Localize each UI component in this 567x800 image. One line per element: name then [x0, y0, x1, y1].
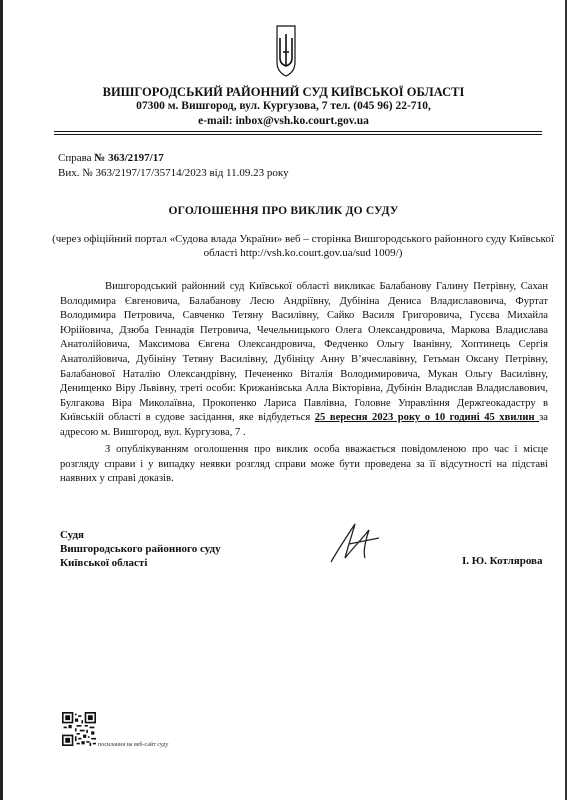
- judge-title-line1: Судя: [60, 529, 84, 541]
- header-divider-thick: [54, 134, 542, 135]
- trident-emblem-icon: [275, 22, 297, 78]
- notice-consequence-paragraph: З опублікуванням оголошення про виклик особа вважається повідомленою про час і місце розгляду справи і у випадку неявки розгляд справи може бути проведена за її відсутності на підставі наявних у справі доказів.: [60, 444, 548, 485]
- court-address: 07300 м. Вишгород, вул. Кургузова, 7 тел. (045 96) 22-710,: [136, 100, 431, 112]
- hearing-datetime: 25 вересня 2023 року о 10 годині 45 хвилин: [314, 412, 540, 424]
- handwritten-signature: [325, 518, 385, 568]
- case-number: № 363/2197/17: [94, 152, 164, 164]
- case-number-line: [58, 152, 164, 164]
- judge-title: [60, 528, 221, 570]
- case-label: Справа: [58, 152, 92, 164]
- outgoing-number: Вих. № 363/2197/17/35714/2023 від 11.09.23 року: [58, 167, 289, 179]
- summons-text: Вишгородський районний суд Київської області викликає Балабанову Галину Петрівну, Сахан Володимира Євгеновича, Балабанову Лесю Андріївну, Дубініна Дениса Владиславовича, Фуртат Володимира Петровича, Савченко Тетяну Василівну, Сайко Василя Григоровича, Гусєва Михайла Юрійовича, Дзюба Геннадія Петровича, Чечельницького Олега Олександровича, Маркова Владислава Анатолійовича, Максимова Євгена Олександровича, Федченко Ольгу Іванівну, Хоптинець Сергія Анатолійовича, Дубініну Тетяну Василівну, Дубініцу Анну В’ячеславівну, Гетьман Оксану Петрівну, Балабанової Наталію Олександрівну, Печененко Віталія Володимировича, Мукан Ольгу Василівну, Денищенко Віру Львівну, треті особи: Крижанівська Алла Вікторівна, Дубінін Владислав Владиславович, Булгакова Віра Миколаївна, Прокопенко Лариса Павлівна, Головне Управління Держгеокадастру в Київській області в судове засідання, яке відбудеться: [60, 281, 548, 424]
- qr-caption: посилання на веб-сайт суду: [98, 742, 169, 748]
- hearing-address: за адресою м. Вишгород, вул. Кургузова, 7 .: [60, 412, 548, 438]
- court-name: ВИШГОРОДСЬКИЙ РАЙОННИЙ СУД КИЇВСЬКОЇ ОБЛАСТІ: [102, 85, 465, 99]
- notice-title: ОГОЛОШЕННЯ ПРО ВИКЛИК ДО СУДУ: [168, 205, 399, 217]
- qr-code-icon[interactable]: [62, 712, 96, 746]
- summons-paragraph: [60, 280, 548, 441]
- header-divider: [54, 131, 542, 132]
- judge-title-line2: Вишгородського районного суду: [60, 543, 221, 555]
- court-email: e-mail: inbox@vsh.ko.court.gov.ua: [198, 115, 369, 127]
- judge-name: І. Ю. Котлярова: [462, 555, 543, 567]
- judge-title-line3: Київської області: [60, 557, 148, 569]
- notice-subtitle: (через офіційний портал «Судова влада України» веб – сторінка Вишгородського районного суду Київської області http://vsh.ko.court.gov.ua/sud 1009/): [52, 233, 554, 259]
